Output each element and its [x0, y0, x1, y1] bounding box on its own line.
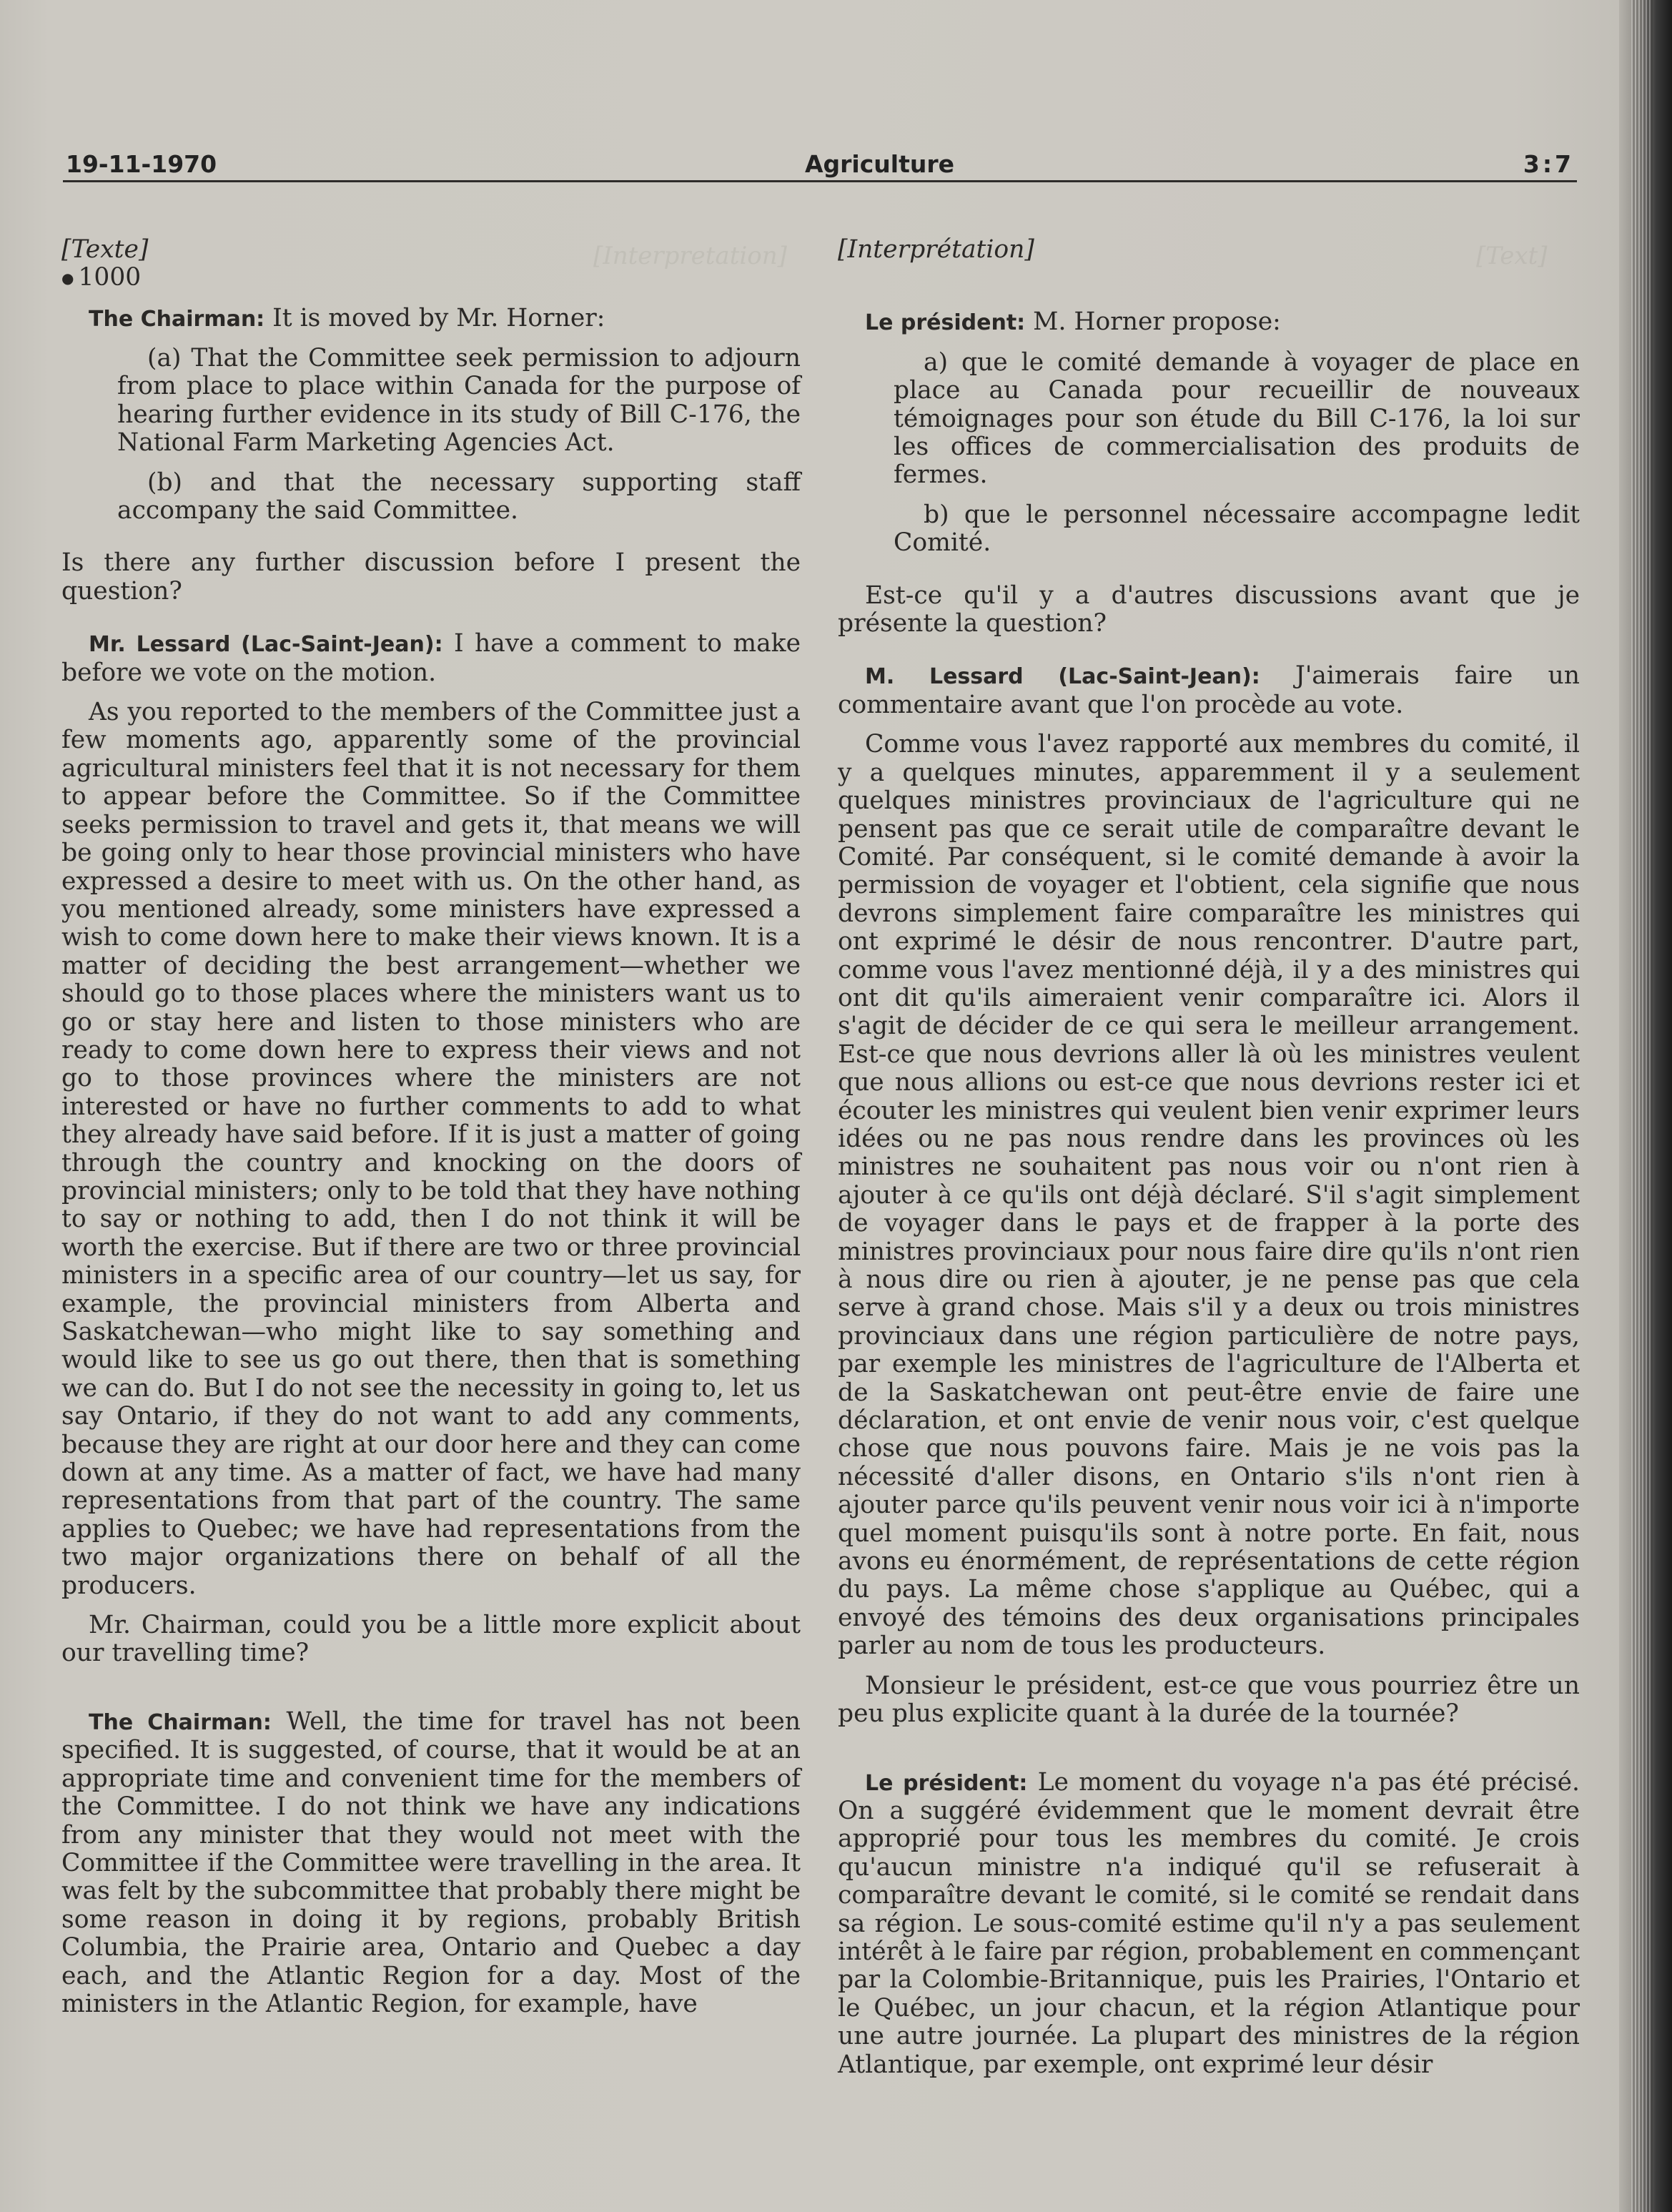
- english-column: [61, 236, 801, 2018]
- lessard-comment: [61, 630, 801, 687]
- time-marker: [61, 264, 801, 292]
- paragraph: Mr. Chairman, could you be a little more explicit about our travelling time?: [61, 1611, 801, 1668]
- paragraph-text: M. Horner propose:: [1033, 307, 1281, 337]
- time-value: 1000: [78, 263, 142, 292]
- chairman-motion: [838, 308, 1580, 337]
- speaker-label: M. Lessard (Lac-Saint-Jean):: [865, 664, 1260, 690]
- page-stack-edge: [1631, 0, 1653, 2212]
- header-page-number: 3:7: [1523, 150, 1574, 178]
- speaker-label: The Chairman:: [89, 1709, 272, 1735]
- paragraph: Comme vous l'avez rapporté aux membres du comité, il y a quelques minutes, apparemment il y a seulement quelques ministres provinciaux de l'agriculture qui ne pensent pas que ce serait utile de comparaître devant le Comité. Par conséquent, si le comité demande à avoir la permission de voyager et l'obtient, cela signifie que nous devrons simplement faire comparaître les ministres qui ont exprimé le désir de nous rencontrer. D'autre part, comme vous l'avez mentionné déjà, il y a des ministres qui ont dit qu'ils aimeraient venir comparaître ici. Alors il s'agit de décider de ce qui sera le meilleur arrangement. Est-ce que nous devrions aller là où les ministres veulent que nous allions ou est-ce que nous devrions rester ici et écouter les ministres qui veulent bien venir exprimer leurs idées ou ne pas nous rendre dans les provinces où les ministres ne souhaitent pas nous voir ou n'ont rien à ajouter à ce qu'ils ont déjà déclaré. S'il s'agit simplement de voyager dans le pays et de frapper à la porte des ministres provinciaux pour nous faire dire qu'ils n'ont rien à nous dire ou rien à ajouter, je ne pense pas que cela serve à grand chose. Mais s'il y a deux ou trois ministres provinciaux dans une région particulière de notre pays, par exemple les ministres de l'agriculture de l'Alberta et de la Saskatchewan ont peut-être envie de faire une déclaration, et ont envie de venir nous voir, c'est quelque chose que nous pouvons faire. Mais je ne vois pas la nécessité d'aller disons, en Ontario s'ils n'ont rien à ajouter parce qu'ils peuvent venir nous voir ici à n'importe quel moment puisqu'ils sont à notre porte. En fait, nous avons eu énormément, de représentations de cette région du pays. La même chose s'applique au Québec, qui a envoyé des témoins des deux organisations principales parler au nom de tous les producteurs.: [838, 730, 1580, 1661]
- paragraph: As you reported to the members of the Committee just a few moments ago, apparently some of the provincial agricultural ministers feel that it is not necessary for them to appear before the Committee. So if the Committee seeks permission to travel and gets it, that means we will be going only to hear those provincial ministers who have expressed a desire to meet with us. On the other hand, as you mentioned already, some ministers have expressed a wish to come down here to make their views known. It is a matter of deciding the best arrangement—whether we should go to those places where the ministers want us to go or stay here and listen to those ministers who are ready to come down here to express their views and not go to those provinces where the ministers are not interested or have no further comments to add to what they already have said before. If it is just a matter of going through the country and knocking on the doors of provincial ministers; only to be told that they have nothing to say or nothing to add, then I do not think it will be worth the exercise. But if there are two or three provincial ministers in a specific area of our country—let us say, for example, the provincial ministers from Alberta and Saskatchewan—who might like to say something and would like to see us go out there, then that is something we can do. But I do not see the necessity in going to, let us say Ontario, if they do not want to add any comments, because they are right at our door here and they can come down at any time. As a matter of fact, we have had many representations from that part of the country. The same applies to Quebec; we have had representations from the two major organizations there on behalf of all the producers.: [61, 698, 801, 1600]
- paragraph: Is there any further discussion before I present the question?: [61, 548, 801, 606]
- column-tag: [Texte]: [61, 235, 149, 264]
- motion-item-b: b) que le personnel nécessaire accompagne ledit Comité.: [894, 500, 1580, 558]
- french-column: [838, 236, 1580, 2079]
- chairman-reply: [838, 1769, 1580, 2079]
- paragraph-text: I have a comment to make before we vote on the motion.: [61, 629, 801, 687]
- chairman-motion: [61, 305, 801, 333]
- paragraph: Monsieur le président, est-ce que vous pourriez être un peu plus explicite quant à la durée de la tournée?: [838, 1671, 1580, 1729]
- bleed-through-text: [Interpretation]: [593, 242, 787, 270]
- paragraph-text: Well, the time for travel has not been specified. It is suggested, of course, that it would be at an appropriate time and convenient time for the members of the Committee. I do not think we have any indications from any minister that they would not meet with the Committee if the Committee were travelling in the area. It was felt by the subcommittee that probably there might be some reason in doing it by regions, probably British Columbia, the Prairie area, Ontario and Quebec a day each, and the Atlantic Region for a day. Most of the ministers in the Atlantic Region, for example, have: [61, 1707, 801, 2018]
- paragraph-text: It is moved by Mr. Horner:: [272, 303, 605, 332]
- speaker-label: The Chairman:: [89, 306, 265, 332]
- chairman-reply: [61, 1708, 801, 2018]
- lessard-comment: [838, 662, 1580, 719]
- motion-item-a: (a) That the Committee seek permission to adjourn from place to place within Canada for the purpose of hearing further evidence in its study of Bill C-176, the National Farm Marketing Agencies Act.: [117, 344, 801, 458]
- speaker-label: Le président:: [865, 1770, 1028, 1796]
- speaker-label: Le président:: [865, 310, 1026, 336]
- paragraph-text: J'aimerais faire un commentaire avant que l'on procède au vote.: [838, 661, 1580, 719]
- header-date: 19-11-1970: [66, 150, 217, 178]
- column-tag: [Interprétation]: [838, 235, 1034, 264]
- header-title: Agriculture: [805, 150, 955, 178]
- bullet-icon: ●: [61, 270, 74, 287]
- motion-item-a: a) que le comité demande à voyager de place en place au Canada pour recueillir de nouveaux témoignages pour son étude du Bill C-176, la loi sur les offices de commercialisation des produits de fermes.: [894, 347, 1580, 490]
- paragraph-text: Le moment du voyage n'a pas été précisé. On a suggéré évidemment que le moment devrait être approprié pour tous les membres du comité. Je crois qu'aucun ministre n'a indiqué qu'il se refuserait à comparaître devant le comité, si le comité se rendait dans sa région. Le sous-comité estime qu'il n'y a pas seulement intérêt à le faire par région, probablement en commençant par la Colombie-Britannique, puis les Prairies, l'Ontario et le Québec, un jour chacun, et la région Atlantique pour une autre journée. La plupart des ministres de la région Atlantique, par exemple, ont exprimé leur désir: [838, 1767, 1581, 2079]
- bleed-through-text: [Text]: [1476, 242, 1548, 270]
- paragraph: Est-ce qu'il y a d'autres discussions avant que je présente la question?: [838, 581, 1580, 638]
- motion-item-b: (b) and that the necessary supporting staff accompany the said Committee.: [117, 468, 801, 525]
- speaker-label: Mr. Lessard (Lac-Saint-Jean):: [89, 632, 443, 658]
- page-header: [63, 147, 1577, 182]
